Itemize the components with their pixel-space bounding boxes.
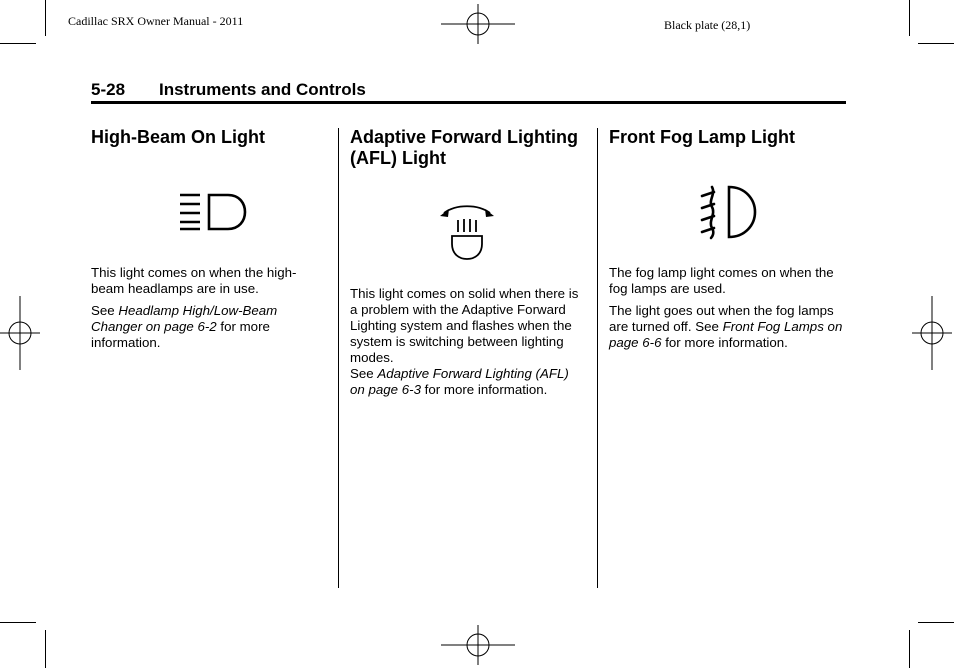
high-beam-icon [178, 190, 248, 234]
reference-text: See Adaptive Forward Lighting (AFL) on page 6-3 for more information. [350, 366, 569, 397]
column-divider [597, 128, 598, 588]
section-afl [350, 127, 582, 404]
manual-title: Cadillac SRX Owner Manual - 2011 [68, 14, 244, 28]
section-heading: Adaptive Forward Lighting (AFL) Light [350, 127, 578, 168]
section-heading: High-Beam On Light [91, 127, 265, 147]
cross-reference-link[interactable]: Adaptive Forward Lighting (AFL) on page 6-3 [350, 366, 569, 397]
section-fog-lamp [609, 127, 844, 357]
registration-mark-top [441, 4, 515, 44]
reference-text: The light goes out when the fog lamps are turned off. See Front Fog Lamps on page 6-6 for more information. [609, 303, 843, 350]
afl-icon [438, 202, 496, 262]
plate-label: Black plate (28,1) [664, 18, 751, 32]
section-title: Instruments and Controls [159, 80, 366, 99]
body-text: The fog lamp light comes on when the fog lamps are used. [609, 265, 834, 296]
page-number: 5-28 [91, 80, 126, 99]
header-rule [91, 101, 846, 104]
reference-text: See Headlamp High/Low-Beam Changer on page 6-2 for more information. [91, 303, 278, 350]
body-text: This light comes on solid when there is a problem with the Adaptive Forward Lighting system and flashes when the system is switching between lighting modes. [350, 286, 579, 365]
running-head [91, 80, 366, 100]
cross-reference-link[interactable]: Front Fog Lamps on page 6-6 [609, 319, 843, 350]
body-text: This light comes on when the high-beam headlamps are in use. [91, 265, 297, 296]
registration-mark-right [912, 296, 952, 370]
fog-lamp-icon [700, 184, 758, 240]
registration-mark-bottom [441, 625, 515, 665]
column-divider [338, 128, 339, 588]
registration-mark-left [0, 296, 40, 370]
section-high-beam [91, 127, 323, 357]
section-heading: Front Fog Lamp Light [609, 127, 795, 147]
cross-reference-link[interactable]: Headlamp High/Low-Beam Changer on page 6-2 [91, 303, 278, 334]
